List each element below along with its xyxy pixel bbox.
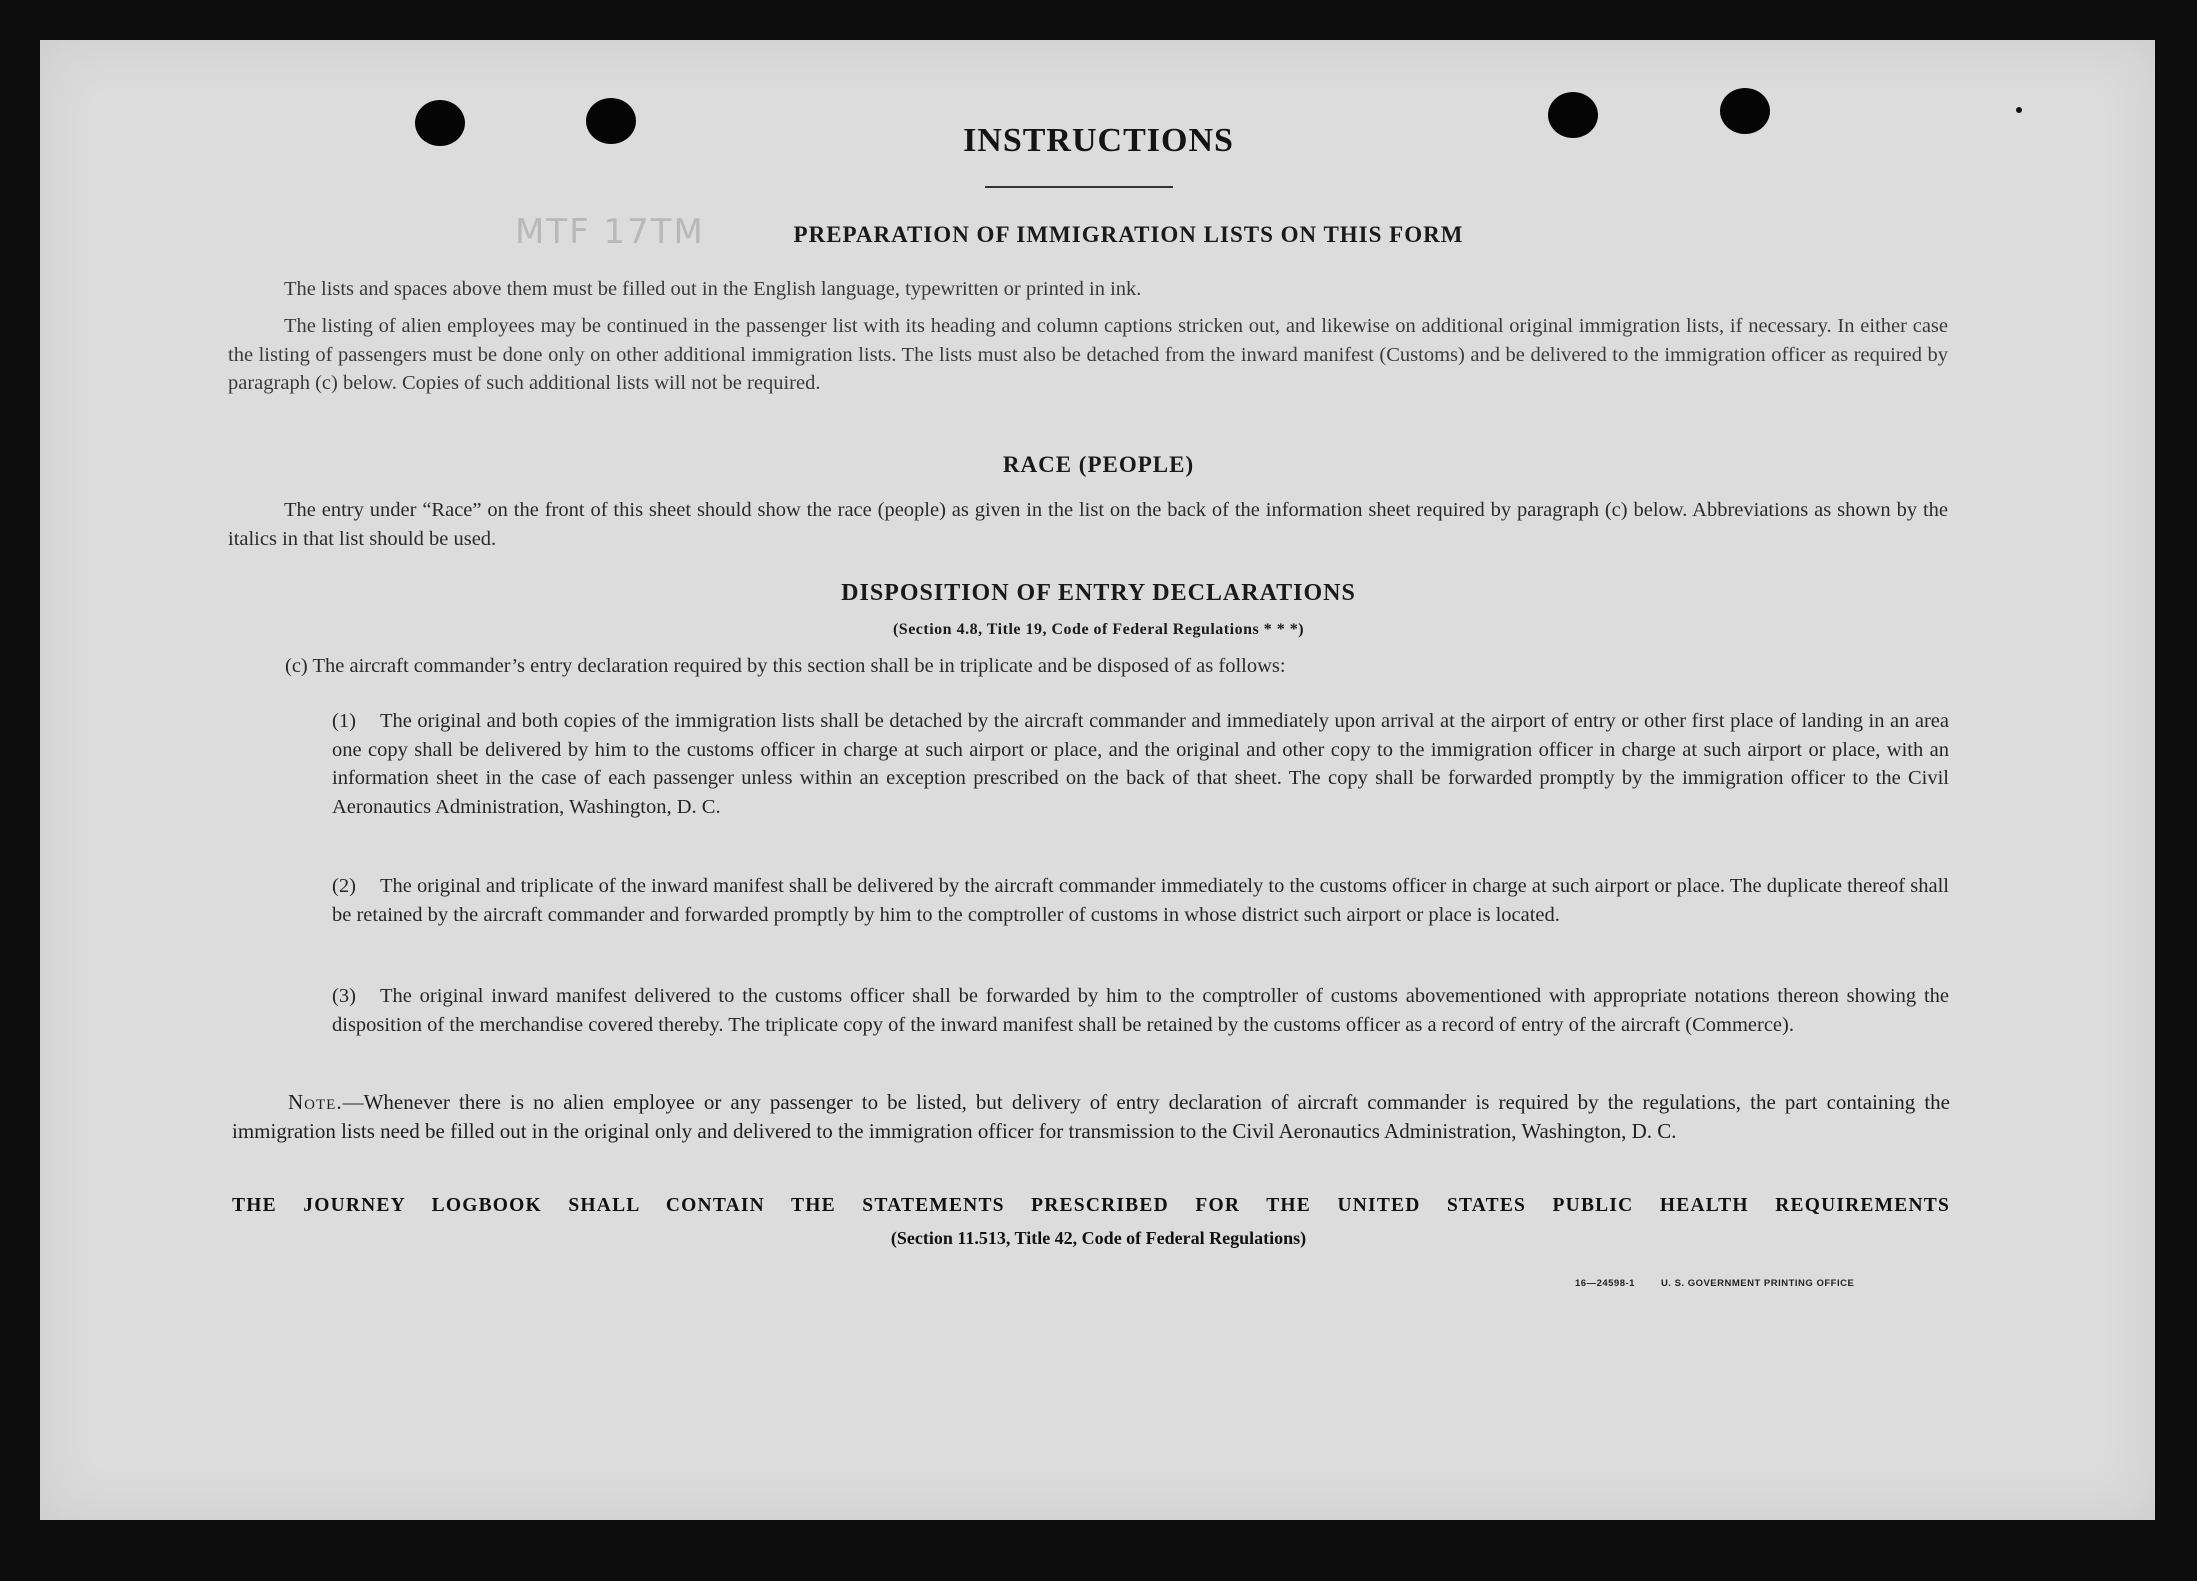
- list-item-text: The original and both copies of the immigration lists shall be detached by the aircraft commander and immediately upon arrival at the airport of entry or other first place of landing in an area one copy shall be delivered by him to the customs officer in charge at such airport or place, and the original and other copy to the immigration officer in charge at such airport or place, with an information sheet in the case of each passenger unless within an exception prescribed on the back of that sheet. The copy shall be forwarded promptly by the immigration officer to the Civil Aeronautics Administration, Washington, D. C.: [332, 710, 1949, 818]
- note-paragraph: [232, 1088, 1950, 1145]
- speck-mark: [2016, 107, 2022, 113]
- page-title: INSTRUCTIONS: [963, 122, 1234, 159]
- heading-race: RACE (PEOPLE): [1002, 452, 1195, 477]
- health-citation: (Section 11.513, Title 42, Code of Federal Regulations): [890, 1228, 1307, 1248]
- list-item: [332, 707, 1949, 821]
- list-item: [332, 872, 1949, 929]
- heading-preparation: PREPARATION OF IMMIGRATION LISTS ON THIS FORM: [793, 222, 1464, 247]
- paragraph-alien-employees: [228, 312, 1948, 398]
- note-label: Note.: [288, 1090, 343, 1114]
- list-item: [332, 982, 1949, 1039]
- form-code: 16—24598-1: [1575, 1278, 1635, 1289]
- paragraph-alien-employees-text: The listing of alien employees may be continued in the passenger list with its heading and column captions stricken out, and likewise on additional original immigration lists, if necessary. In either case the listing of passengers must be done only on other additional immigration lists. The lists must also be detached from the inward manifest (Customs) and be delivered to the immigration officer as required by paragraph (c) below. Copies of such additional lists will not be required.: [228, 315, 1948, 394]
- heading-disposition: DISPOSITION OF ENTRY DECLARATIONS: [841, 580, 1356, 606]
- title-underline: [985, 186, 1173, 188]
- list-item-number: (3): [332, 985, 356, 1007]
- paragraph-language-text: The lists and spaces above them must be filled out in the English language, typewritten or printed in ink.: [284, 278, 1142, 300]
- paragraph-race-text: The entry under “Race” on the front of this sheet should show the race (people) as given in the list on the back of the information sheet required by paragraph (c) below. Abbreviations as shown by the italics in that list should be used.: [228, 499, 1948, 550]
- list-item-number: (2): [332, 875, 356, 897]
- note-text: —Whenever there is no alien employee or any passenger to be listed, but delivery of entry declaration of aircraft commander is required by the regulations, the part containing the immigration lists need be filled out in the original only and delivered to the immigration officer for transmission to the Civil Aeronautics Administration, Washington, D. C.: [232, 1090, 1950, 1143]
- paragraph-c-intro: (c) The aircraft commander’s entry declaration required by this section shall be in triplicate and be disposed of as follows:: [285, 655, 1286, 677]
- list-item-text: The original and triplicate of the inward manifest shall be delivered by the aircraft commander immediately to the customs officer in charge at such airport or place. The duplicate thereof shall be retained by the aircraft commander and forwarded promptly by him to the comptroller of customs in whose district such airport or place is located.: [332, 875, 1949, 926]
- journey-logbook-statement: THE JOURNEY LOGBOOK SHALL CONTAIN THE STATEMENTS PRESCRIBED FOR THE UNITED STATES PUBLIC HEALTH REQUIREMENTS: [232, 1195, 1950, 1216]
- printer-imprint: [1575, 1278, 1854, 1289]
- list-item-number: (1): [332, 710, 356, 732]
- paragraph-language: [228, 275, 1948, 304]
- faint-handwritten-mark: MTF 17TM: [515, 212, 705, 252]
- printer-name: U. S. GOVERNMENT PRINTING OFFICE: [1660, 1278, 1855, 1289]
- list-item-text: The original inward manifest delivered to the customs officer shall be forwarded by him to the comptroller of customs abovementioned with appropriate notations thereon showing the disposition of the merchandise covered thereby. The triplicate copy of the inward manifest shall be retained by the customs officer as a record of entry of the aircraft (Commerce).: [332, 985, 1949, 1036]
- disposition-citation: (Section 4.8, Title 19, Code of Federal Regulations * * *): [892, 621, 1305, 638]
- paragraph-race: [228, 496, 1948, 553]
